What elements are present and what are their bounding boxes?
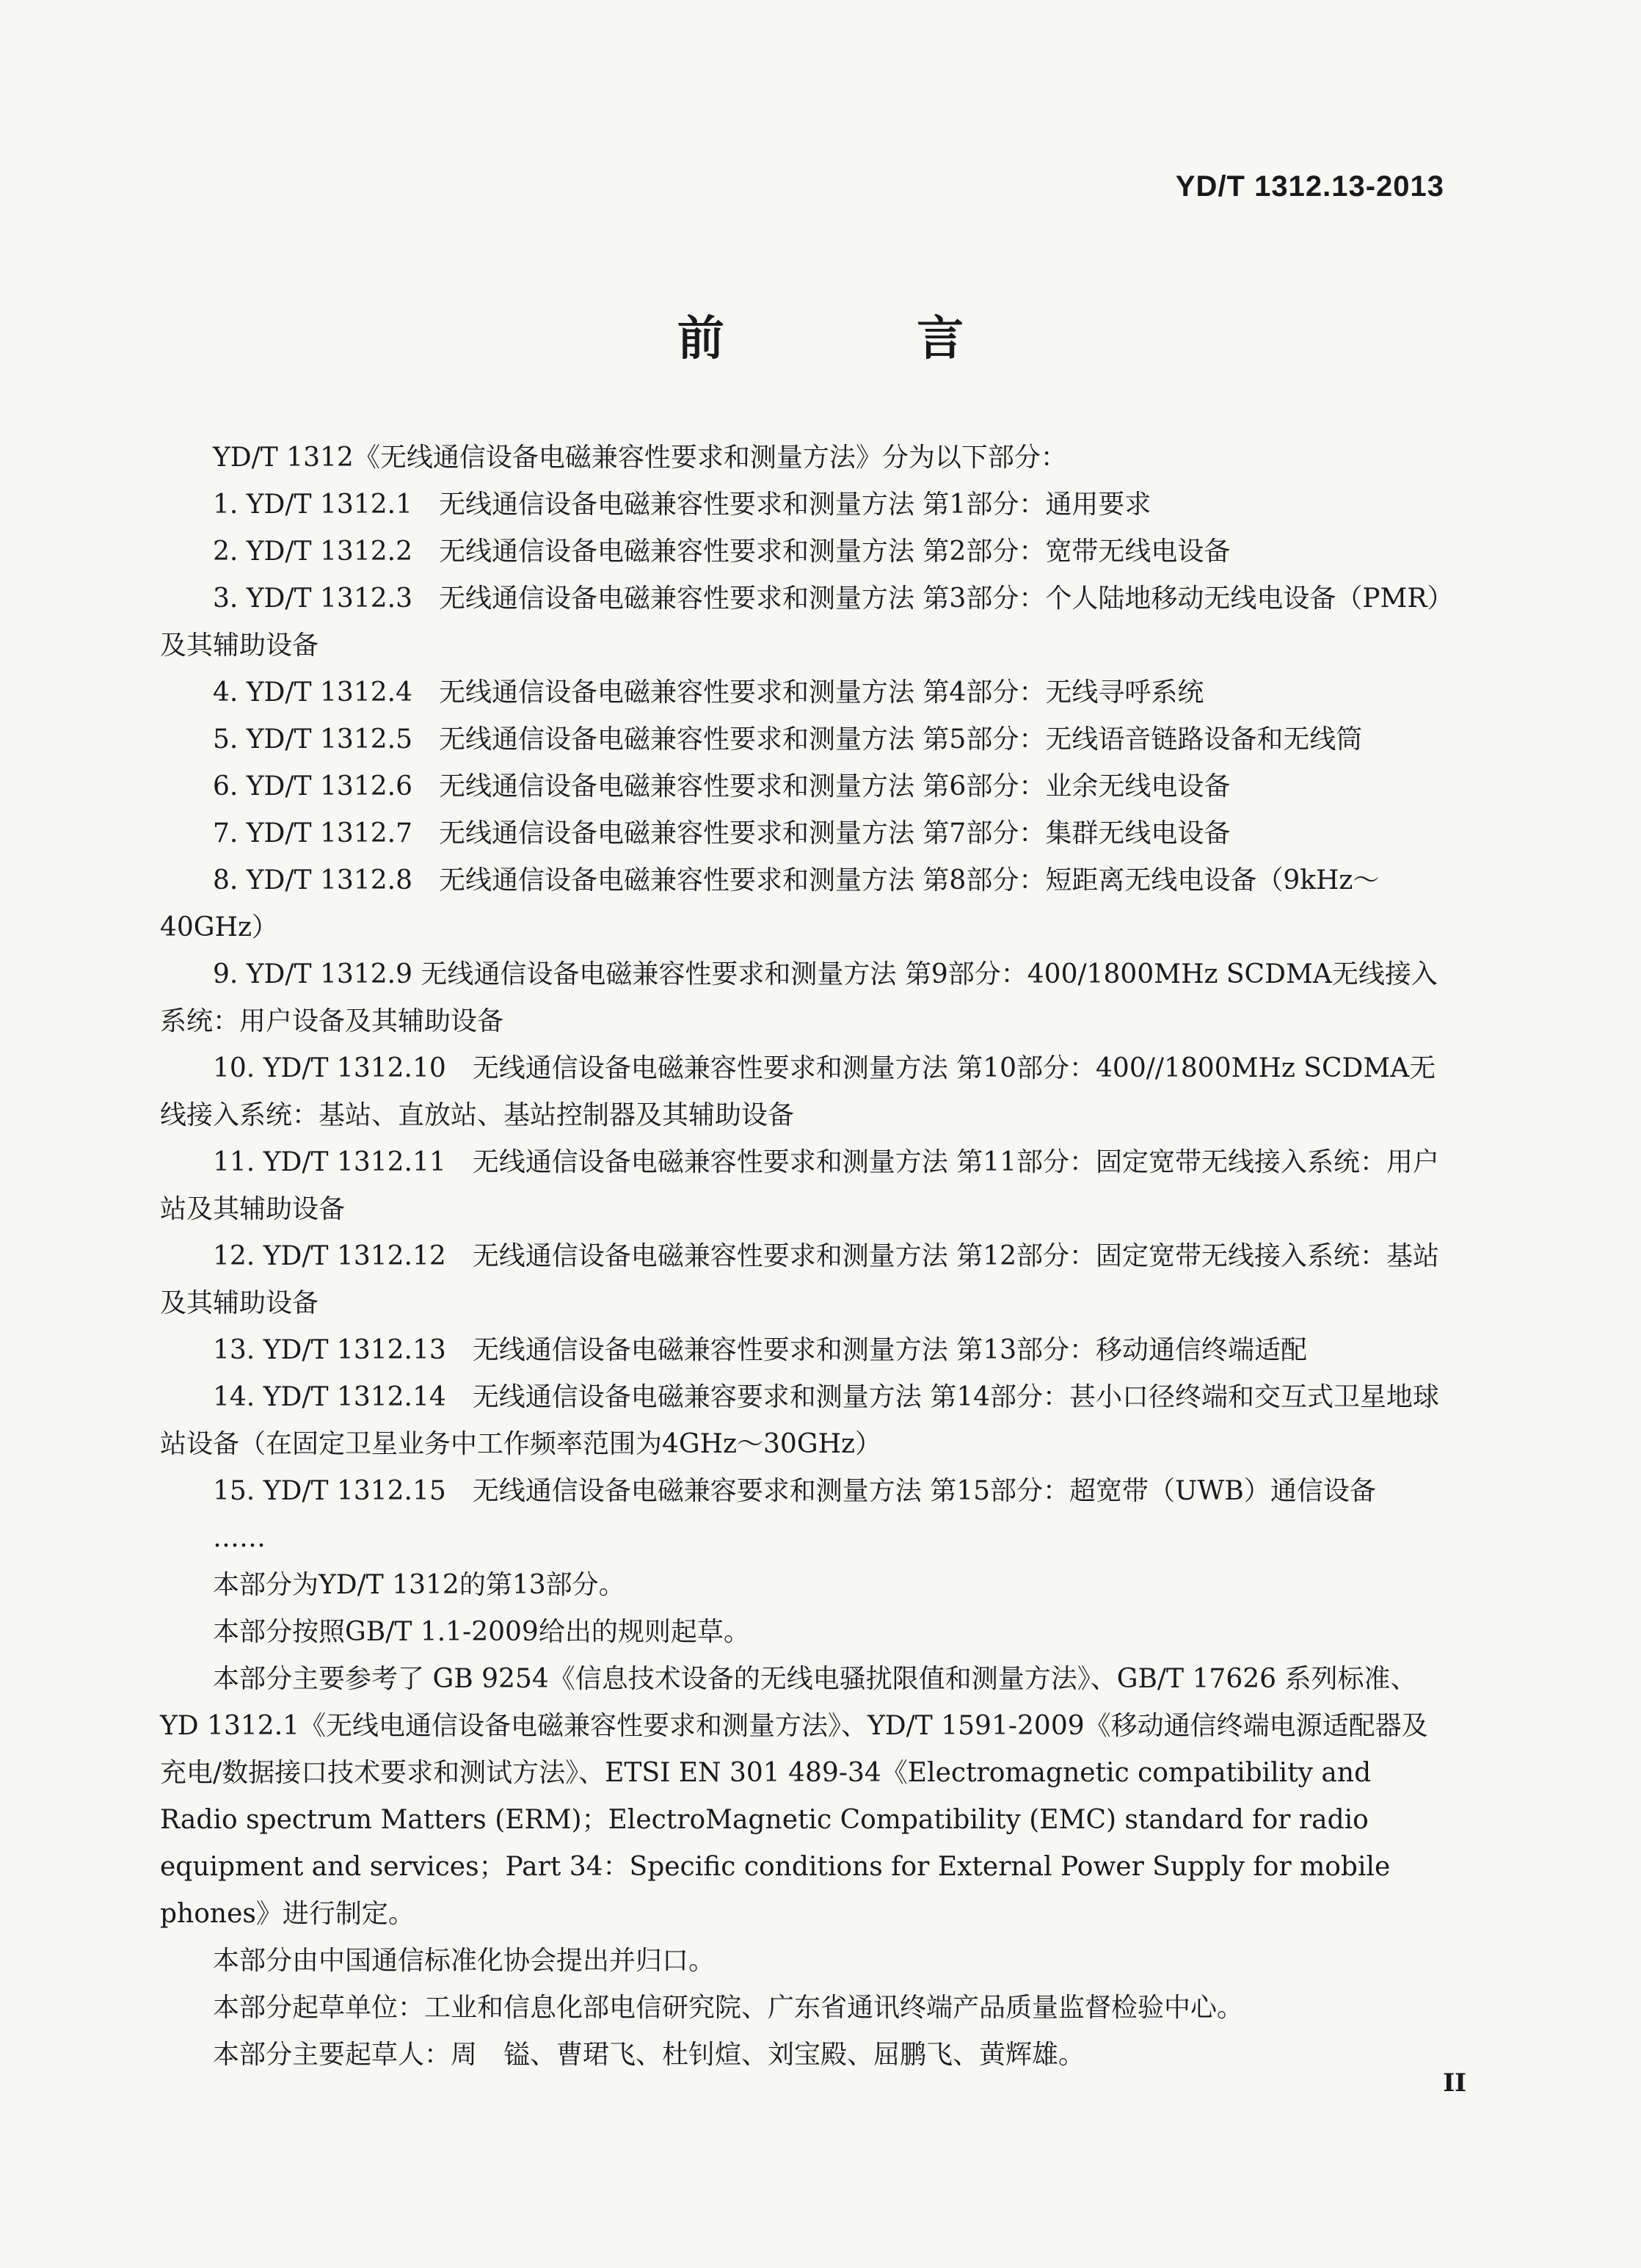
part-item: 14. YD/T 1312.14 无线通信设备电磁兼容要求和测量方法 第14部分：甚小口径终端和交互式卫星地球站设备（在固定卫星业务中工作频率范围为4GHz～30GHz） bbox=[160, 1382, 1440, 1459]
part-item: 2. YD/T 1312.2 无线通信设备电磁兼容性要求和测量方法 第2部分：宽带无线电设备 bbox=[213, 537, 1231, 567]
intro-paragraph: YD/T 1312《无线通信设备电磁兼容性要求和测量方法》分为以下部分： bbox=[213, 443, 1067, 473]
page-title: 前 言 bbox=[677, 311, 1052, 366]
part-item: 15. YD/T 1312.15 无线通信设备电磁兼容要求和测量方法 第15部分：超宽带（UWB）通信设备 bbox=[213, 1476, 1376, 1506]
paragraph-drafting-units: 本部分起草单位：工业和信息化部电信研究院、广东省通讯终端产品质量监督检验中心。 bbox=[213, 1993, 1244, 2023]
ellipsis: …… bbox=[213, 1523, 266, 1553]
paragraph-references: 本部分主要参考了 GB 9254《信息技术设备的无线电骚扰限值和测量方法》、GB/T 17626 系列标准、YD 1312.1《无线电通信设备电磁兼容性要求和测量方法》、YD/T 1591-2009《移动通信终端电源适配器及充电/数据接口技术要求和测试方法》、ETSI EN 301 489-34《Electromagnetic compatibility and Radio spectrum Matters (ERM)；ElectroMagnetic Compatibility (EMC) standard for radio equipment and services；Part 34：Specific conditions for External Power Supply for mobile phones》进行制定。 bbox=[160, 1664, 1428, 1929]
part-item: 5. YD/T 1312.5 无线通信设备电磁兼容性要求和测量方法 第5部分：无线语音链路设备和无线筒 bbox=[213, 724, 1363, 755]
standard-number: YD/T 1312.13-2013 bbox=[1175, 170, 1444, 203]
part-item: 13. YD/T 1312.13 无线通信设备电磁兼容性要求和测量方法 第13部分：移动通信终端适配 bbox=[213, 1335, 1308, 1365]
paragraph-drafting-rules: 本部分按照GB/T 1.1-2009给出的规则起草。 bbox=[213, 1617, 750, 1647]
part-item: 6. YD/T 1312.6 无线通信设备电磁兼容性要求和测量方法 第6部分：业余无线电设备 bbox=[213, 771, 1231, 802]
part-item: 12. YD/T 1312.12 无线通信设备电磁兼容性要求和测量方法 第12部分：固定宽带无线接入系统：基站及其辅助设备 bbox=[160, 1241, 1440, 1318]
paragraph-part-position: 本部分为YD/T 1312的第13部分。 bbox=[213, 1570, 625, 1600]
part-item: 7. YD/T 1312.7 无线通信设备电磁兼容性要求和测量方法 第7部分：集群无线电设备 bbox=[213, 818, 1231, 848]
paragraph-drafters: 本部分主要起草人：周 镒、曹珺飞、杜钊煊、刘宝殿、屈鹏飞、黄辉雄。 bbox=[213, 2040, 1085, 2070]
part-item: 8. YD/T 1312.8 无线通信设备电磁兼容性要求和测量方法 第8部分：短距离无线电设备（9kHz～40GHz） bbox=[160, 865, 1380, 942]
part-item: 1. YD/T 1312.1 无线通信设备电磁兼容性要求和测量方法 第1部分：通用要求 bbox=[213, 490, 1151, 520]
part-item: 4. YD/T 1312.4 无线通信设备电磁兼容性要求和测量方法 第4部分：无线寻呼系统 bbox=[213, 677, 1204, 708]
paragraph-proposer: 本部分由中国通信标准化协会提出并归口。 bbox=[213, 1946, 716, 1976]
part-item: 3. YD/T 1312.3 无线通信设备电磁兼容性要求和测量方法 第3部分：个人陆地移动无线电设备（PMR）及其辅助设备 bbox=[160, 584, 1441, 661]
part-item: 11. YD/T 1312.11 无线通信设备电磁兼容性要求和测量方法 第11部分：固定宽带无线接入系统：用户站及其辅助设备 bbox=[160, 1147, 1440, 1224]
part-item: 10. YD/T 1312.10 无线通信设备电磁兼容性要求和测量方法 第10部分：400//1800MHz SCDMA无线接入系统：基站、直放站、基站控制器及其辅助设备 bbox=[160, 1053, 1436, 1130]
part-item: 9. YD/T 1312.9 无线通信设备电磁兼容性要求和测量方法 第9部分：400/1800MHz SCDMA无线接入系统：用户设备及其辅助设备 bbox=[160, 959, 1438, 1036]
page-number: II bbox=[1443, 2068, 1466, 2098]
foreword-body bbox=[160, 435, 1452, 2079]
